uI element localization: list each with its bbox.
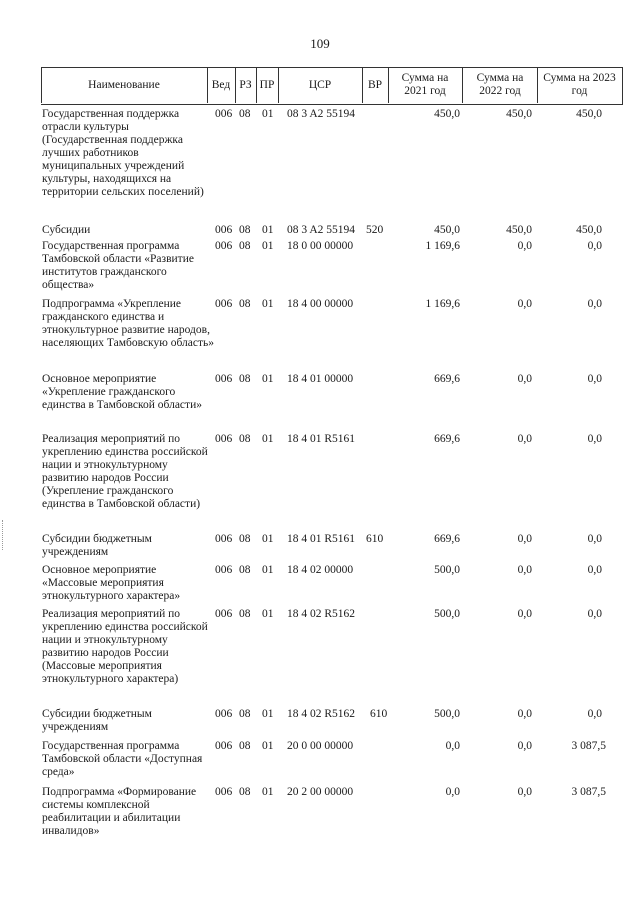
col-border	[537, 67, 538, 103]
row-sum-2023: 0,0	[587, 608, 602, 620]
row-csr: 18 4 01 R5161	[287, 533, 356, 545]
row-name: Субсидии	[42, 224, 91, 236]
row-name: Государственная программа Тамбовской области «Развитие институтов гражданского общества»	[42, 240, 194, 291]
row-rz: 08	[239, 708, 251, 720]
row-sum-2021: 450,0	[434, 224, 460, 236]
row-name: Основное мероприятие «Массовые мероприятия этнокультурного характера»	[42, 564, 181, 602]
row-sum-2022: 450,0	[506, 108, 532, 120]
row-sum-2022: 0,0	[517, 564, 532, 576]
row-sum-2021: 500,0	[434, 608, 460, 620]
row-pr: 01	[262, 533, 274, 545]
header-sum-2023: Сумма на 2023 год	[543, 72, 616, 97]
col-border	[388, 67, 389, 103]
row-sum-2021: 0,0	[445, 740, 460, 752]
row-csr: 18 4 01 R5161	[287, 433, 356, 445]
row-ved: 006	[215, 564, 233, 576]
row-ved: 006	[215, 708, 233, 720]
row-name: Реализация мероприятий по укреплению единства российской нации и этнокультурному развитию народов России (Массовые мероприятия этнокультурного характера)	[42, 608, 208, 685]
row-rz: 08	[239, 564, 251, 576]
header-rz: РЗ	[239, 78, 252, 91]
row-sum-2023: 0,0	[587, 564, 602, 576]
row-name: Государственная поддержка отрасли культуры (Государственная поддержка лучших работников муниципальных учреждений культуры, находящихся на территории сельских поселений)	[42, 108, 204, 198]
row-pr: 01	[262, 373, 274, 385]
row-sum-2023: 3 087,5	[571, 786, 606, 798]
row-sum-2021: 0,0	[445, 786, 460, 798]
row-rz: 08	[239, 108, 251, 120]
header-sum-2022: Сумма на 2022 год	[476, 72, 524, 97]
row-ved: 006	[215, 240, 233, 252]
row-sum-2023: 450,0	[576, 224, 602, 236]
row-ved: 006	[215, 740, 233, 752]
row-sum-2023: 3 087,5	[571, 740, 606, 752]
row-csr: 18 4 02 R5162	[287, 608, 356, 620]
row-sum-2022: 450,0	[506, 224, 532, 236]
row-name: Реализация мероприятий по укреплению единства российской нации и этнокультурному развитию народов России (Укрепление гражданского единства в Тамбовской области)	[42, 433, 208, 510]
row-pr: 01	[262, 240, 274, 252]
row-csr: 18 4 02 R5162	[287, 708, 356, 720]
row-vr: 610	[370, 708, 388, 720]
row-rz: 08	[239, 740, 251, 752]
row-sum-2022: 0,0	[517, 533, 532, 545]
row-sum-2022: 0,0	[517, 708, 532, 720]
row-csr: 20 2 00 00000	[287, 786, 354, 798]
row-sum-2021: 1 169,6	[425, 298, 460, 310]
row-sum-2021: 450,0	[434, 108, 460, 120]
row-csr: 18 4 00 00000	[287, 298, 354, 310]
row-sum-2023: 450,0	[576, 108, 602, 120]
row-name: Государственная программа Тамбовской области «Доступная среда»	[42, 740, 203, 778]
row-csr: 18 4 02 00000	[287, 564, 354, 576]
row-pr: 01	[262, 740, 274, 752]
header-csr: ЦСР	[308, 78, 332, 91]
row-rz: 08	[239, 373, 251, 385]
row-sum-2023: 0,0	[587, 533, 602, 545]
row-ved: 006	[215, 373, 233, 385]
row-sum-2021: 1 169,6	[425, 240, 460, 252]
row-name: Основное мероприятие «Укрепление гражданского единства в Тамбовской области»	[42, 373, 202, 411]
row-sum-2022: 0,0	[517, 298, 532, 310]
header-vr: ВР	[367, 78, 383, 91]
row-ved: 006	[215, 298, 233, 310]
row-pr: 01	[262, 786, 274, 798]
row-sum-2021: 669,6	[434, 433, 460, 445]
row-sum-2022: 0,0	[517, 740, 532, 752]
row-sum-2023: 0,0	[587, 298, 602, 310]
row-pr: 01	[262, 608, 274, 620]
row-name: Подпрограмма «Формирование системы комплексной реабилитации и абилитации инвалидов»	[42, 786, 197, 837]
row-rz: 08	[239, 433, 251, 445]
row-csr: 18 4 01 00000	[287, 373, 354, 385]
row-name: Субсидии бюджетным учреждениям	[42, 708, 152, 733]
row-csr: 08 3 A2 55194	[287, 224, 356, 236]
row-pr: 01	[262, 298, 274, 310]
row-sum-2021: 669,6	[434, 373, 460, 385]
row-sum-2022: 0,0	[517, 786, 532, 798]
header-ved: Вед	[211, 78, 231, 91]
row-name: Субсидии бюджетным учреждениям	[42, 533, 152, 558]
row-sum-2022: 0,0	[517, 608, 532, 620]
col-border	[462, 67, 463, 103]
header-sum-2021: Сумма на 2021 год	[401, 72, 449, 97]
row-sum-2021: 500,0	[434, 708, 460, 720]
header-pr: ПР	[259, 78, 275, 91]
row-ved: 006	[215, 108, 233, 120]
row-csr: 18 0 00 00000	[287, 240, 354, 252]
row-sum-2022: 0,0	[517, 433, 532, 445]
scan-margin-mark	[2, 520, 5, 550]
row-name: Подпрограмма «Укрепление гражданского единства и этнокультурное развитие народов, населяющих Тамбовскую область»	[42, 298, 214, 349]
row-pr: 01	[262, 564, 274, 576]
row-rz: 08	[239, 608, 251, 620]
row-csr: 08 3 A2 55194	[287, 108, 356, 120]
row-pr: 01	[262, 108, 274, 120]
row-sum-2023: 0,0	[587, 240, 602, 252]
row-vr: 520	[366, 224, 384, 236]
row-sum-2021: 500,0	[434, 564, 460, 576]
row-ved: 006	[215, 433, 233, 445]
row-ved: 006	[215, 533, 233, 545]
row-rz: 08	[239, 298, 251, 310]
row-sum-2023: 0,0	[587, 373, 602, 385]
row-ved: 006	[215, 224, 233, 236]
row-vr: 610	[366, 533, 384, 545]
row-csr: 20 0 00 00000	[287, 740, 354, 752]
row-rz: 08	[239, 240, 251, 252]
row-ved: 006	[215, 608, 233, 620]
row-rz: 08	[239, 224, 251, 236]
row-pr: 01	[262, 224, 274, 236]
row-rz: 08	[239, 786, 251, 798]
row-pr: 01	[262, 433, 274, 445]
row-sum-2022: 0,0	[517, 240, 532, 252]
header-name: Наименование	[88, 78, 160, 91]
row-sum-2021: 669,6	[434, 533, 460, 545]
row-pr: 01	[262, 708, 274, 720]
row-rz: 08	[239, 533, 251, 545]
page-number: 109	[310, 36, 330, 51]
row-sum-2022: 0,0	[517, 373, 532, 385]
row-sum-2023: 0,0	[587, 708, 602, 720]
row-sum-2023: 0,0	[587, 433, 602, 445]
row-ved: 006	[215, 786, 233, 798]
